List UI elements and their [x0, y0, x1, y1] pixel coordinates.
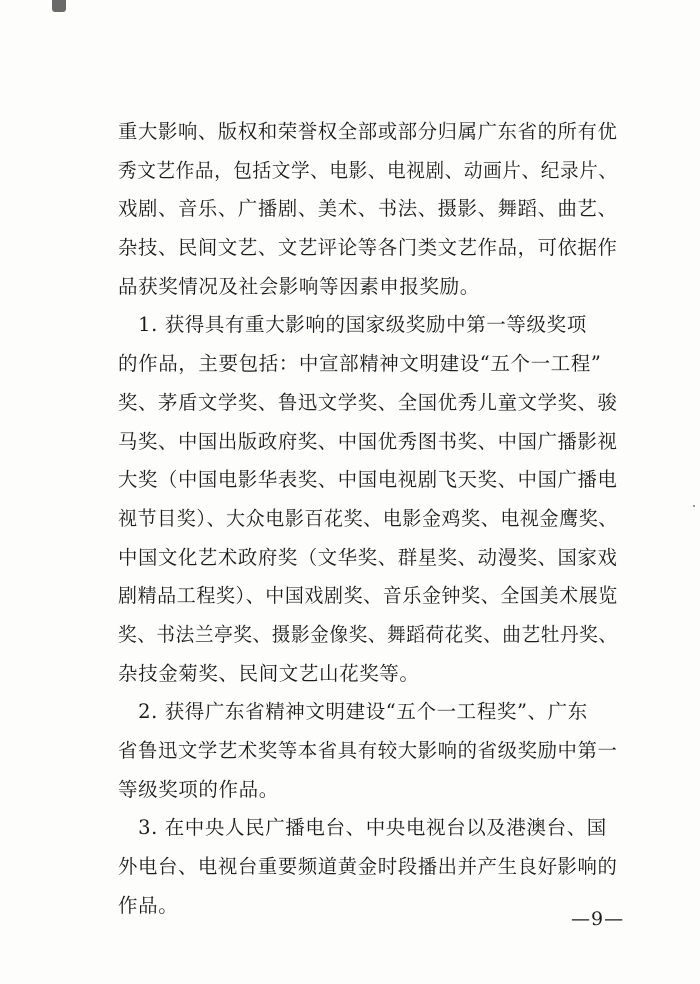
- text-line: 品获奖情况及社会影响等因素申报奖励。: [118, 274, 480, 298]
- binding-mark: [52, 0, 66, 12]
- text-line: 视节目奖）、大众电影百花奖、电影金鸡奖、电视金鹰奖、: [118, 506, 618, 530]
- text-line: 2. 获得广东省精神文明建设“五个一工程奖”、广东: [118, 700, 588, 724]
- text-line: 3. 在中央人民广播电台、中央电视台以及港澳台、国: [118, 816, 607, 840]
- text-line: 等级奖项的作品。: [118, 777, 279, 801]
- text-line: 1. 获得具有重大影响的国家级奖励中第一等级奖项: [118, 313, 587, 337]
- body-text: [118, 113, 618, 925]
- text-line: 奖、茅盾文学奖、鲁迅文学奖、全国优秀儿童文学奖、骏: [118, 390, 618, 414]
- text-line: 的作品，主要包括：中宣部精神文明建设“五个一工程”: [118, 352, 602, 376]
- page-number: —9—: [571, 908, 625, 930]
- text-line: 秀文艺作品，包括文学、电影、电视剧、动画片、纪录片、: [118, 158, 618, 182]
- text-line: 戏剧、音乐、广播剧、美术、书法、摄影、舞蹈、曲艺、: [118, 197, 618, 221]
- text-line: 大奖（中国电影华表奖、中国电视剧飞天奖、中国广播电: [118, 468, 618, 492]
- text-line: 奖、书法兰亭奖、摄影金像奖、舞蹈荷花奖、曲艺牡丹奖、: [118, 622, 618, 646]
- text-line: 杂技、民间文艺、文艺评论等各门类文艺作品，可依据作: [118, 236, 618, 260]
- text-line: 马奖、中国出版政府奖、中国优秀图书奖、中国广播影视: [118, 429, 618, 453]
- text-line: 中国文化艺术政府奖（文华奖、群星奖、动漫奖、国家戏: [118, 545, 618, 569]
- text-line: 作品。: [118, 893, 179, 917]
- text-line: 外电台、电视台重要频道黄金时段播出并产生良好影响的: [118, 855, 618, 879]
- scan-speck: [693, 505, 695, 507]
- text-line: 杂技金菊奖、民间文艺山花奖等。: [118, 661, 420, 685]
- text-line: 省鲁迅文学艺术奖等本省具有较大影响的省级奖励中第一: [118, 739, 618, 762]
- text-line: 剧精品工程奖）、中国戏剧奖、音乐金钟奖、全国美术展览: [118, 584, 618, 608]
- text-line: 重大影响、版权和荣誉权全部或部分归属广东省的所有优: [118, 120, 618, 143]
